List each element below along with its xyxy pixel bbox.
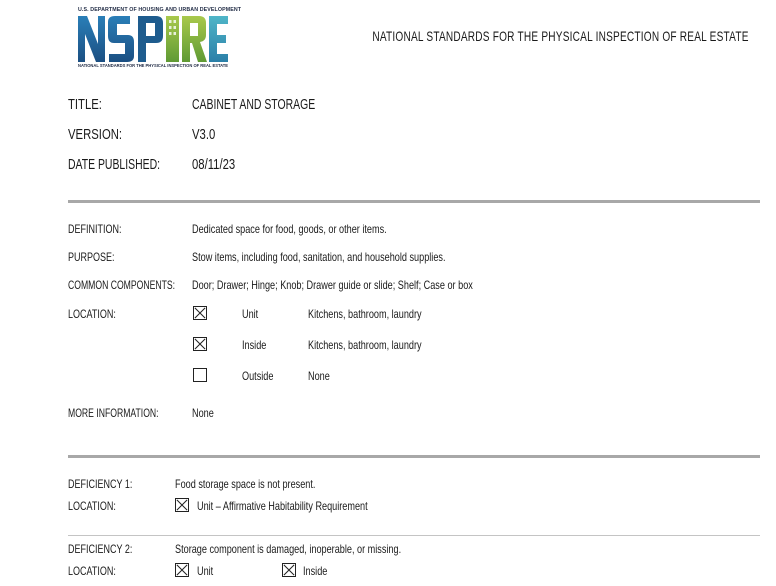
checkbox-x-icon — [194, 307, 206, 319]
nspire-logo — [78, 7, 242, 68]
deficiency-1-location-label: LOCATION: — [68, 499, 116, 513]
version-value: V3.0 — [192, 127, 216, 143]
deficiency-1-location-text: Unit – Affirmative Habitability Requirement — [197, 499, 368, 513]
location-kind-outside: Outside — [242, 369, 274, 383]
location-inside-checkbox — [193, 337, 207, 351]
logo-wordmark — [78, 14, 228, 62]
checkbox-x-icon — [176, 564, 188, 576]
more-information-label: MORE INFORMATION: — [68, 406, 159, 420]
date-published-label: DATE PUBLISHED: — [68, 157, 161, 173]
deficiency-1-text: Food storage space is not present. — [175, 477, 316, 491]
checkbox-x-icon — [283, 564, 295, 576]
title-value: CABINET AND STORAGE — [192, 97, 316, 113]
logo-top-text: U.S. DEPARTMENT OF HOUSING AND URBAN DEVELOPMENT — [78, 7, 242, 13]
location-outside-checkbox — [193, 368, 207, 382]
definition-label: DEFINITION: — [68, 222, 122, 236]
header-title — [226, 28, 749, 44]
definition-value: Dedicated space for food, goods, or other items. — [192, 222, 387, 236]
title-label: TITLE: — [68, 97, 102, 113]
location-unit-checkbox — [193, 306, 207, 320]
date-published-value: 08/11/23 — [192, 157, 236, 173]
common-components-label: COMMON COMPONENTS: — [68, 278, 176, 292]
location-desc-inside: Kitchens, bathroom, laundry — [308, 338, 422, 352]
purpose-label: PURPOSE: — [68, 250, 115, 264]
section-divider — [68, 200, 760, 203]
common-components-value: Door; Drawer; Hinge; Knob; Drawer guide or slide; Shelf; Case or box — [192, 278, 473, 292]
location-label: LOCATION: — [68, 307, 116, 321]
version-label: VERSION: — [68, 127, 123, 143]
header-title-text: NATIONAL STANDARDS FOR THE PHYSICAL INSPECTION OF REAL ESTATE — [372, 28, 749, 44]
checkbox-x-icon — [194, 338, 206, 350]
location-desc-outside: None — [308, 369, 330, 383]
deficiency-2-text: Storage component is damaged, inoperable, or missing. — [175, 542, 402, 556]
deficiency-2-unit-checkbox — [175, 563, 189, 577]
location-desc-unit: Kitchens, bathroom, laundry — [308, 307, 422, 321]
deficiency-2-location-unit: Unit — [197, 564, 214, 578]
more-information-value: None — [192, 406, 214, 420]
logo-bottom-text: NATIONAL STANDARDS FOR THE PHYSICAL INSPECTION OF REAL ESTATE — [78, 63, 229, 68]
checkbox-x-icon — [176, 499, 188, 511]
row-divider — [68, 535, 760, 536]
deficiency-2-inside-checkbox — [282, 563, 296, 577]
section-divider — [68, 455, 760, 458]
location-kind-inside: Inside — [242, 338, 267, 352]
deficiency-2-location-label: LOCATION: — [68, 564, 116, 578]
deficiency-1-unit-checkbox — [175, 498, 189, 512]
deficiency-2-label: DEFICIENCY 2: — [68, 542, 133, 556]
purpose-value: Stow items, including food, sanitation, and household supplies. — [192, 250, 446, 264]
deficiency-2-location-inside: Inside — [303, 564, 328, 578]
location-kind-unit: Unit — [242, 307, 259, 321]
deficiency-1-label: DEFICIENCY 1: — [68, 477, 133, 491]
